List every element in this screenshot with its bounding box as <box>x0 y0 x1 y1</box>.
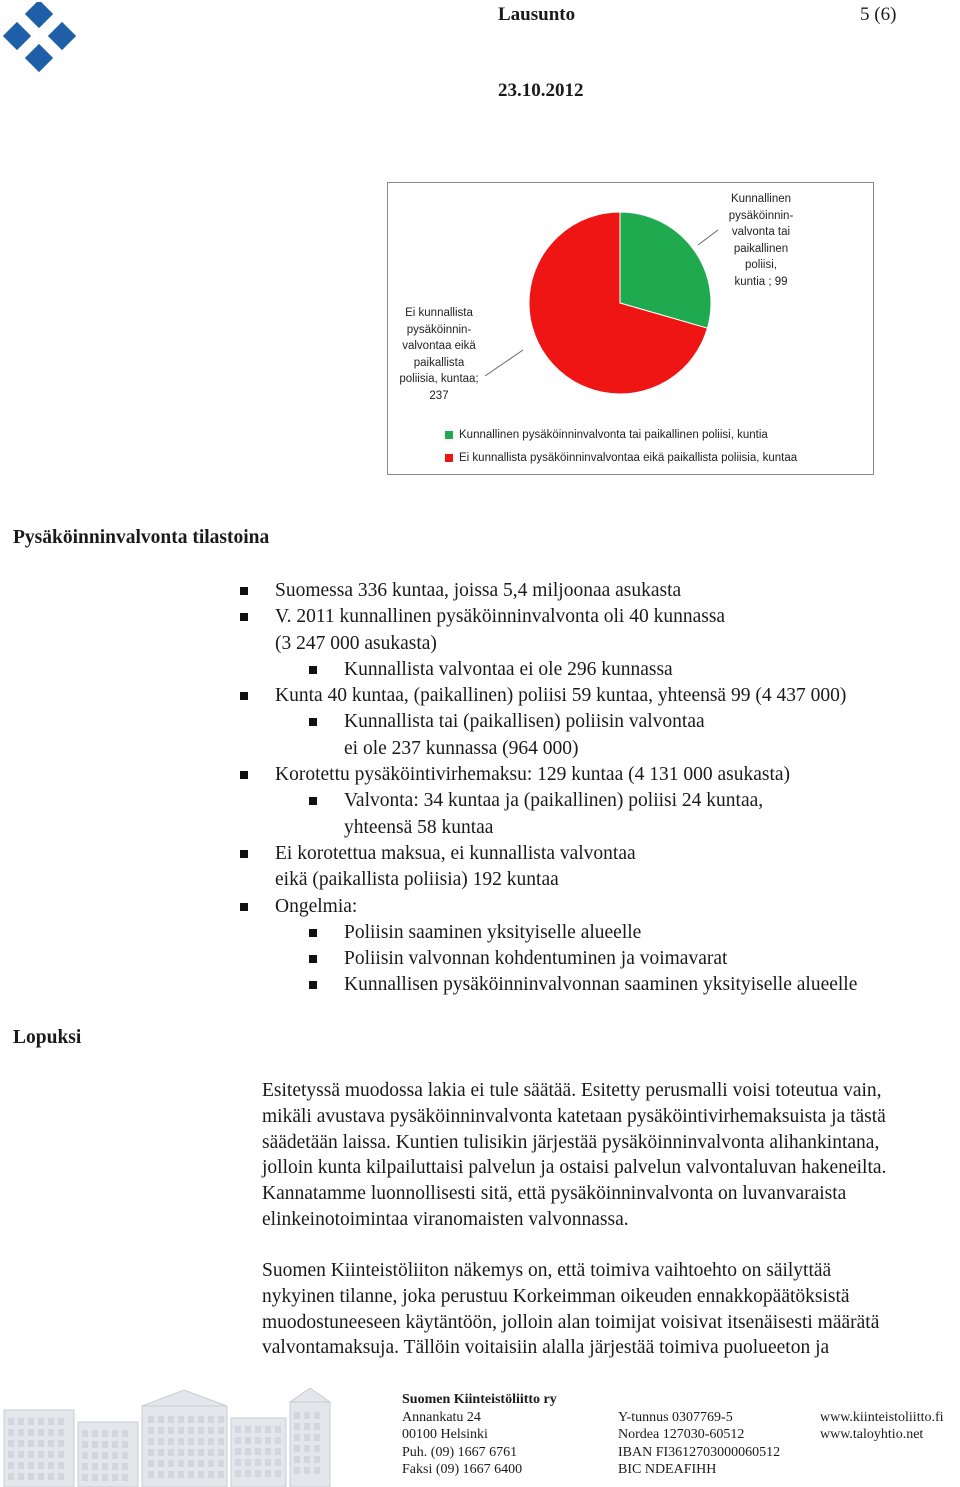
footer-org-name: Suomen Kiinteistöliitto ry <box>402 1392 557 1407</box>
bullet-icon <box>309 981 317 989</box>
bullet-icon <box>240 587 248 595</box>
footer-website-link[interactable]: www.taloyhtio.net <box>820 1427 924 1442</box>
data-label-line: Kunnallinen <box>730 193 792 205</box>
paragraph-line: Suomen Kiinteistöliiton näkemys on, että toimiva vaihtoehto on säilyttää <box>262 1260 832 1281</box>
data-label-line: pysäköinnin- <box>728 209 794 222</box>
chart-legend <box>445 423 797 469</box>
list-item: Poliisin valvonnan kohdentuminen ja voimavarat <box>0 946 960 972</box>
data-label-line: paikallista <box>413 356 465 369</box>
bullet-icon <box>309 955 317 963</box>
bullet-icon <box>240 850 248 858</box>
bullet-icon <box>240 692 248 700</box>
page-number: 5 (6) <box>860 4 897 25</box>
bullet-list <box>0 578 960 999</box>
logo-icon <box>2 2 82 82</box>
data-label-line: valvonta tai <box>731 226 791 238</box>
data-label-line: poliisia, kuntaa; <box>399 373 479 385</box>
footer-bank-account: Nordea 127030-60512 <box>618 1427 745 1442</box>
list-item: Korotettu pysäköintivirhemaksu: 129 kuntaa (4 131 000 asukasta) <box>0 762 960 788</box>
list-item: Poliisin saaminen yksityiselle alueelle <box>0 920 960 946</box>
document-date: 23.10.2012 <box>498 80 584 101</box>
footer-web <box>820 1409 944 1444</box>
data-label-line: poliisi, <box>745 259 777 271</box>
footer-website-link[interactable]: www.kiinteistoliitto.fi <box>820 1409 944 1425</box>
list-item: Kunnallisen pysäköinninvalvonnan saaminen yksityiselle alueelle <box>0 972 960 998</box>
legend-label: Ei kunnallista pysäköinninvalvontaa eikä paikallista poliisia, kuntaa <box>459 451 798 464</box>
bullet-icon <box>309 666 317 674</box>
footer-bank <box>618 1409 780 1479</box>
paragraph-line: Esitetyssä muodossa lakia ei tule säätää. Esitetty perusmalli voisi toteutua vain, <box>262 1080 882 1101</box>
section-heading-statistics: Pysäköinninvalvonta tilastoina <box>13 527 270 548</box>
bullet-icon <box>240 903 248 911</box>
footer-bic: BIC NDEAFIHH <box>618 1462 717 1477</box>
legend-label: Kunnallinen pysäköinninvalvonta tai paikallinen poliisi, kuntia <box>459 428 768 441</box>
paragraph-line: valvontamaksuja. Tällöin voitaisiin alalla järjestää toimiva puolueeton ja <box>262 1337 830 1359</box>
paragraph-line: muodostuneeseen käytäntöön, jolloin alan toimijat voisivat itsenäisesti määrätä <box>262 1311 880 1333</box>
footer-iban: IBAN FI3612703000060512 <box>618 1444 781 1460</box>
data-label-line: paikallinen <box>733 242 789 255</box>
building-illustration-icon <box>0 1388 335 1487</box>
data-label-green <box>706 191 816 290</box>
list-item-continuation: eikä (paikallista poliisia) 192 kuntaa <box>275 869 559 891</box>
list-item: Kunnallista tai (paikallisen) poliisin valvontaa <box>0 709 960 735</box>
list-item-continuation: ei ole 237 kunnassa (964 000) <box>344 737 579 759</box>
paragraph-line: mikäli avustava pysäköinninvalvonta katetaan pysäköintivirhemaksuista ja tästä <box>262 1105 886 1127</box>
list-item: Ongelmia: <box>0 894 960 920</box>
list-item-continuation: (3 247 000 asukasta) <box>275 632 437 654</box>
bullet-icon <box>309 718 317 726</box>
bullet-icon <box>309 929 317 937</box>
footer-city: 00100 Helsinki <box>402 1427 488 1442</box>
paragraph-line: säädetään laissa. Kuntien tulisikin järjestää pysäköinninvalvonta alihankintana, <box>262 1131 880 1153</box>
section-heading-closing: Lopuksi <box>13 1027 82 1048</box>
list-item-continuation: yhteensä 58 kuntaa <box>344 816 494 838</box>
list-item: Kunta 40 kuntaa, (paikallinen) poliisi 59 kuntaa, yhteensä 99 (4 437 000) <box>0 683 960 709</box>
bullet-icon <box>240 613 248 621</box>
data-label-line: pysäköinnin- <box>406 323 472 336</box>
list-item: V. 2011 kunnallinen pysäköinninvalvonta oli 40 kunnassa <box>0 604 960 630</box>
data-label-red <box>384 305 494 404</box>
closing-paragraph-2 <box>262 1258 960 1361</box>
footer-fax: Faksi (09) 1667 6400 <box>402 1462 523 1477</box>
list-item: Ei korotettua maksua, ei kunnallista valvontaa <box>0 841 960 867</box>
legend-item <box>445 423 797 446</box>
legend-swatch-green <box>445 431 453 439</box>
footer-phone: Puh. (09) 1667 6761 <box>402 1444 518 1460</box>
legend-swatch-red <box>445 454 453 462</box>
paragraph-line: nykyinen tilanne, joka perustuu Korkeimman oikeuden ennakkopäätöksistä <box>262 1285 850 1307</box>
bullet-icon <box>240 771 248 779</box>
footer-business-id: Y-tunnus 0307769-5 <box>618 1409 733 1425</box>
closing-paragraph-1 <box>262 1078 960 1233</box>
data-label-line: Ei kunnallista <box>405 307 473 319</box>
data-label-line: 237 <box>429 389 449 402</box>
paragraph-line: Kannatamme luonnollisesti sitä, että pysäköinninvalvonta on luvanvaraista <box>262 1183 847 1205</box>
legend-item <box>445 446 797 469</box>
paragraph-line: jolloin kunta kilpailuttaisi palvelun ja ostaisi palvelun valvontaluvan hakeneilta. <box>262 1157 887 1179</box>
list-item: Valvonta: 34 kuntaa ja (paikallinen) poliisi 24 kuntaa, <box>0 788 960 814</box>
footer-contact <box>402 1391 557 1479</box>
list-item: Kunnallista valvontaa ei ole 296 kunnassa <box>0 657 960 683</box>
footer-street: Annankatu 24 <box>402 1409 481 1425</box>
paragraph-line: elinkeinotoimintaa viranomaisten valvonnassa. <box>262 1208 629 1230</box>
pie-chart <box>387 182 874 475</box>
document-type: Lausunto <box>498 4 576 25</box>
data-label-line: valvontaa eikä <box>402 340 476 352</box>
data-label-line: kuntia ; 99 <box>734 275 788 288</box>
list-item: Suomessa 336 kuntaa, joissa 5,4 miljoonaa asukasta <box>0 578 960 604</box>
bullet-icon <box>309 797 317 805</box>
